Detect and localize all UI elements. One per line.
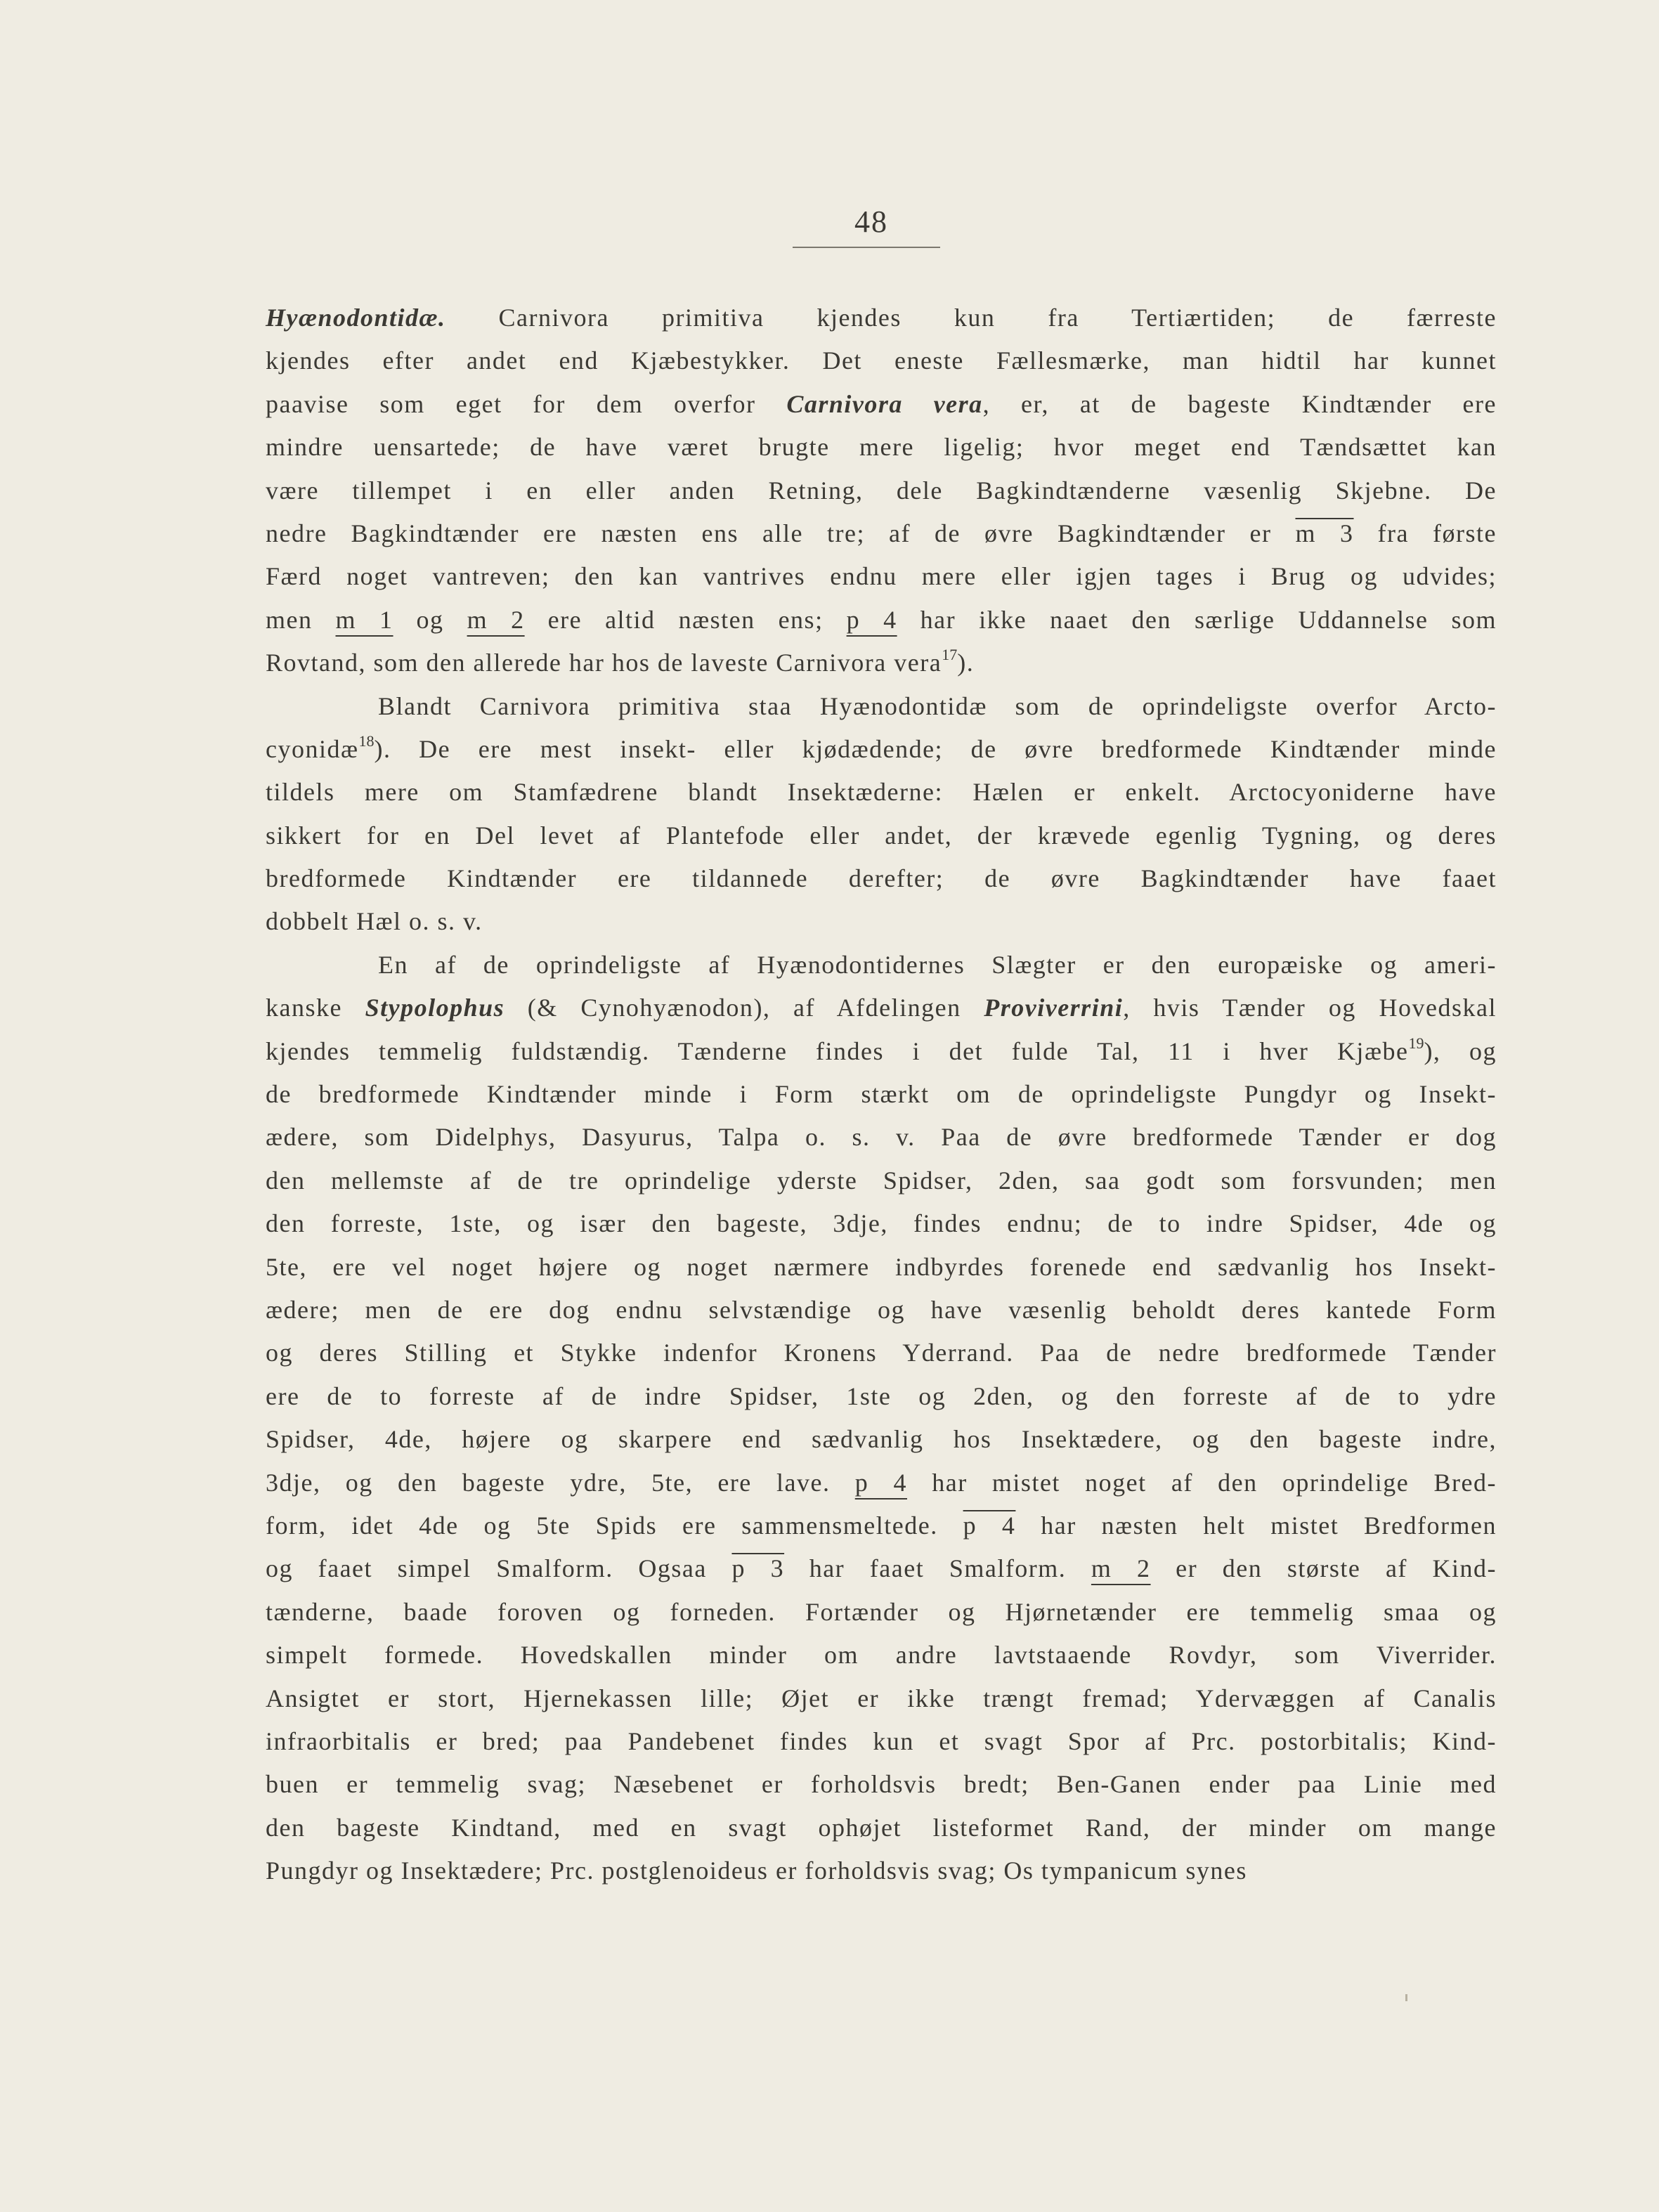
text-run: kjendes temmelig fuldstændig. Tænderne findes i det fulde Tal, 11 i hver Kjæbe	[266, 1036, 1409, 1065]
text-run: kjendes efter andet end Kjæbestykker. Det eneste Fællesmærke, man hidtil har kunnet	[266, 346, 1497, 375]
text-line	[266, 685, 1497, 728]
text-run: , hvis Tænder og Hovedskal	[1123, 994, 1497, 1022]
emphasis-run: Dasyurus	[582, 1123, 687, 1152]
text-run: Pungdyr og Insektædere;	[266, 1856, 550, 1885]
text-line	[266, 1677, 1497, 1720]
emphasis-run: Didelphys	[435, 1123, 549, 1152]
emphasis-run: Talpa	[718, 1123, 780, 1152]
text-run: men	[266, 605, 336, 634]
text-line	[266, 1332, 1497, 1374]
text-line	[266, 1763, 1497, 1806]
text-run: den mellemste af de tre oprindelige yderste Spidser, 2den, saa godt som forsvunden; men	[266, 1166, 1497, 1195]
text-line	[266, 771, 1497, 814]
emphasis-run: Hyænodontidæ	[819, 691, 987, 720]
text-run: den forreste, 1ste, og især den bageste, 3dje, findes endnu; de to indre Spidser, 4de og	[266, 1209, 1497, 1238]
emphasis-run: Arcto-	[1424, 691, 1497, 720]
text-run: fra første	[1353, 519, 1497, 547]
text-run: 5te, ere vel noget højere og noget nærmere indbyrdes forenede end sædvanlig hos Insekt-	[266, 1252, 1497, 1281]
text-line	[266, 1807, 1497, 1849]
text-run: ere de to forreste af de indre Spidser, 1ste og 2den, og den forreste af de to ydre	[266, 1381, 1497, 1410]
text-line	[266, 1504, 1497, 1547]
text-run: og deres Stilling et Stykke indenfor Kronens Yderrand. Paa de nedre bredformede Tænder	[266, 1339, 1497, 1367]
text-line	[266, 339, 1497, 382]
text-line	[266, 1375, 1497, 1418]
text-line	[266, 512, 1497, 555]
emphasis-run: Stypolophus	[365, 994, 505, 1022]
text-line	[266, 1073, 1497, 1116]
text-run: tildels mere om Stamfædrene blandt Insektæderne: Hælen er enkelt. Arctocyoniderne have	[266, 778, 1497, 807]
text-line	[266, 728, 1497, 771]
text-run: tænderne, baade foroven og forneden. Fortænder og Hjørnetænder ere temmelig smaa og	[266, 1597, 1497, 1626]
text-line	[266, 1462, 1497, 1504]
tooth-notation: p 4	[846, 605, 897, 634]
text-line	[266, 1591, 1497, 1634]
text-line	[266, 857, 1497, 900]
text-run: ), af Afdelingen	[753, 994, 984, 1022]
tooth-notation: p 4	[963, 1511, 1016, 1540]
text-line	[266, 1030, 1497, 1073]
text-run: ,	[686, 1123, 719, 1152]
footnote-ref: 19	[1408, 1034, 1424, 1052]
body-text	[266, 297, 1497, 1892]
text-run: synes	[1178, 1856, 1247, 1885]
text-line	[266, 1634, 1497, 1677]
paper-speck	[1405, 1994, 1407, 2001]
emphasis-run: Hyænodontidæ.	[266, 304, 446, 332]
emphasis-run: Prc. postglenoideus	[549, 1856, 769, 1885]
text-run: ).	[957, 649, 975, 677]
text-run: simpelt formede. Hovedskallen minder om andre lavtstaaende Rovdyr, som Viverrider.	[266, 1641, 1497, 1670]
footnote-ref: 18	[358, 731, 375, 750]
text-line	[266, 642, 1497, 684]
emphasis-run: Cynohyænodon	[580, 994, 754, 1022]
text-run: Færd noget vantreven; den kan vantrives endnu mere eller igjen tages i Brug og udvides;	[266, 562, 1497, 591]
emphasis-run: Carnivora vera	[776, 649, 942, 677]
tooth-notation: m 3	[1295, 519, 1354, 547]
text-line	[266, 1849, 1497, 1892]
text-run: ædere; men de ere dog endnu selvstændige og have væsenlig beholdt deres kantede Form	[266, 1295, 1497, 1324]
text-run: Rovtand, som den allerede har hos de laveste	[266, 649, 776, 677]
header-rule	[793, 247, 940, 248]
emphasis-run: Carnivora primitiva	[479, 691, 721, 720]
text-run: Spidser, 4de, højere og skarpere end sædvanlig hos Insektædere, og den bageste indre,	[266, 1425, 1497, 1454]
text-run: Blandt	[378, 691, 480, 720]
text-run: nedre Bagkindtænder ere næsten ens alle tre; af de øvre Bagkindtænder er	[266, 519, 1296, 547]
text-line	[266, 1289, 1497, 1332]
text-run: er den største af Kind-	[1150, 1554, 1497, 1583]
text-run: bredformede Kindtænder ere tildannede derefter; de øvre Bagkindtænder have faaet	[266, 864, 1497, 893]
text-line	[266, 555, 1497, 598]
text-run: ), og	[1424, 1036, 1497, 1065]
text-run: og faaet simpel Smalform. Ogsaa	[266, 1554, 732, 1583]
text-run: er forholdsvis svag;	[768, 1856, 1004, 1885]
text-line	[266, 1418, 1497, 1461]
text-run: o. s. v. Paa de øvre bredformede Tænder er dog	[779, 1123, 1497, 1152]
text-line	[266, 469, 1497, 512]
emphasis-run: Proviverrini	[984, 994, 1124, 1022]
text-run: være tillempet i en eller anden Retning, dele Bagkindtænderne væsenlig Skjebne. De	[266, 476, 1497, 505]
emphasis-run: cyonidæ	[266, 734, 359, 763]
text-run: paavise som eget for dem overfor	[266, 389, 787, 418]
text-run: staa	[720, 691, 820, 720]
footnote-ref: 17	[942, 646, 958, 664]
text-line	[266, 987, 1497, 1029]
text-run: ,	[549, 1123, 583, 1152]
tooth-notation: p 3	[731, 1554, 785, 1583]
text-line	[266, 944, 1497, 987]
text-line	[266, 1720, 1497, 1763]
text-run: sikkert for en Del levet af Plantefode eller andet, der krævede egenlig Tygning, og deres	[266, 821, 1497, 850]
emphasis-run: Os tympanicum	[1003, 1856, 1178, 1885]
text-run: og	[393, 605, 467, 634]
text-run: buen er temmelig svag; Næsebenet er forholdsvis bredt; Ben-Ganen ender paa Linie med	[266, 1770, 1497, 1799]
text-run: ). De ere mest insekt- eller kjødædende; de øvre bredformede Kindtænder minde	[374, 734, 1497, 763]
tooth-notation: m 2	[467, 605, 525, 634]
text-run: den bageste Kindtand, med en svagt ophøjet listeformet Rand, der minder om mange	[266, 1813, 1497, 1842]
text-run: dobbelt Hæl o. s. v.	[266, 907, 483, 936]
tooth-notation: p 4	[854, 1468, 907, 1497]
text-run: ere altid næsten ens;	[524, 605, 847, 634]
text-run: form, idet 4de og 5te Spids ere sammensmeltede.	[266, 1511, 963, 1540]
emphasis-run: Prc. postorbitalis	[1191, 1726, 1400, 1755]
text-run	[446, 304, 499, 332]
text-run: Ansigtet er stort, Hjernekassen lille; Øjet er ikke trængt fremad; Ydervæggen af	[266, 1684, 1414, 1712]
text-run: ; Kind-	[1399, 1726, 1497, 1755]
text-run: kanske	[266, 994, 365, 1022]
text-run: En af de oprindeligste af Hyænodontidernes Slægter er den europæiske og ameri-	[378, 950, 1497, 979]
text-line	[266, 297, 1497, 339]
text-line	[266, 383, 1497, 426]
text-line	[266, 1116, 1497, 1159]
text-run: er bred; paa Pandebenet findes kun et svagt Spor af	[410, 1726, 1192, 1755]
text-run: har mistet noget af den oprindelige Bred-	[906, 1468, 1497, 1497]
emphasis-run: Carnivora primitiva	[498, 304, 765, 332]
text-line	[266, 1246, 1497, 1289]
text-run: har faaet Smalform.	[784, 1554, 1091, 1583]
text-line	[266, 1202, 1497, 1245]
text-line	[266, 1547, 1497, 1590]
text-run: , er, at de bageste Kindtænder ere	[982, 389, 1497, 418]
emphasis-run: Canalis	[1413, 1684, 1497, 1712]
text-run: ædere, som	[266, 1123, 436, 1152]
page-number: 48	[854, 204, 888, 239]
text-run: kjendes kun fra Tertiærtiden; de færreste	[764, 304, 1497, 332]
text-run: (&	[505, 994, 581, 1022]
text-run: mindre uensartede; de have været brugte mere ligelig; hvor meget end Tændsættet kan	[266, 433, 1497, 462]
text-run: har næsten helt mistet Bredformen	[1015, 1511, 1497, 1540]
text-run: de bredformede Kindtænder minde i Form stærkt om de oprindeligste Pungdyr og Insekt-	[266, 1080, 1497, 1109]
text-run: 3dje, og den bageste ydre, 5te, ere lave.	[266, 1468, 855, 1497]
text-line	[266, 1159, 1497, 1202]
text-line	[266, 900, 1497, 943]
emphasis-run: Carnivora vera	[786, 389, 983, 418]
emphasis-run: infraorbitalis	[266, 1726, 411, 1755]
text-line	[266, 599, 1497, 642]
tooth-notation: m 1	[335, 605, 393, 634]
text-run: som de oprindeligste overfor	[987, 691, 1425, 720]
tooth-notation: m 2	[1091, 1554, 1151, 1583]
text-run: har ikke naaet den særlige Uddannelse som	[897, 605, 1497, 634]
text-line	[266, 814, 1497, 857]
text-line	[266, 426, 1497, 469]
